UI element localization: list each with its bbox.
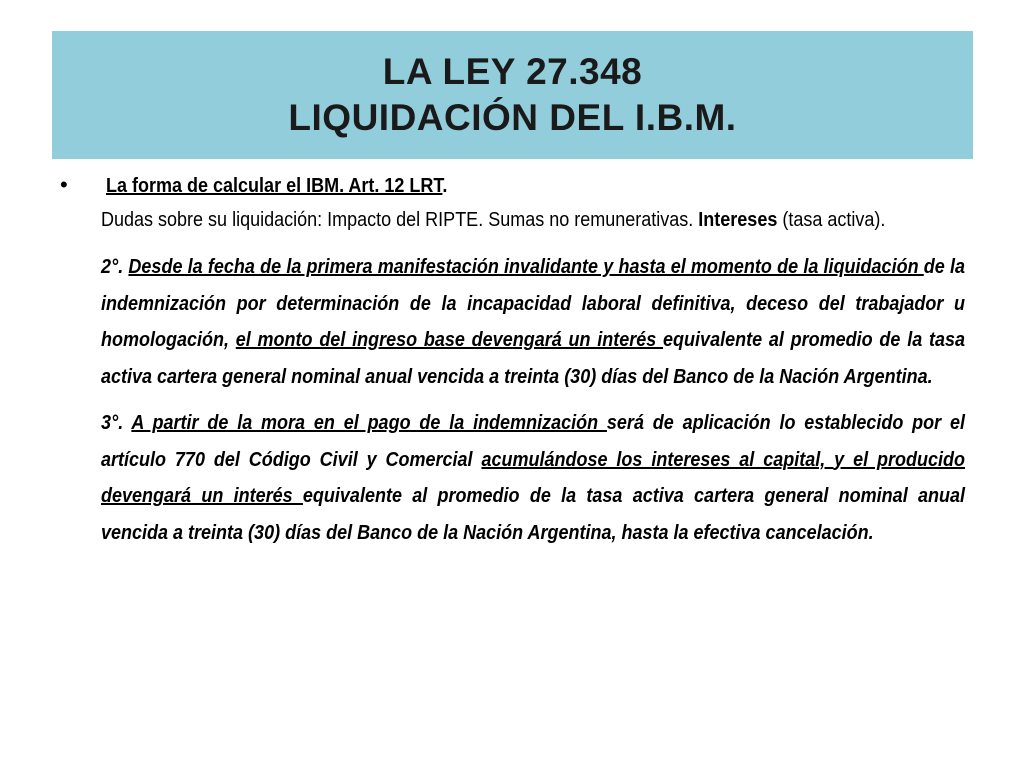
para3-underline-2: acumulándose los intereses al capital, y el producido devengará un interés: [101, 448, 965, 507]
bullet-item: [60, 172, 965, 198]
para3-prefix: 3°.: [101, 412, 132, 434]
para3-text-1: será de aplicación lo establecido por el artículo 770 del Código Civil y Comercial: [101, 412, 965, 471]
para1-text-b: (tasa activa).: [777, 209, 886, 231]
para2-text-2: equivalente al promedio de la tasa activa cartera general nominal anual vencida a treinta (30) días del Banco de la Nación Argentina.: [101, 329, 965, 388]
slide-content: [60, 172, 965, 551]
para3-underline-1: A partir de la mora en el pago de la indemnización: [131, 412, 607, 434]
para2-text-1: de la indemnización por determinación de la incapacidad laboral definitiva, deceso del trabajador u homologación,: [101, 256, 966, 351]
slide-title-line2: LIQUIDACIÓN DEL I.B.M.: [288, 97, 737, 138]
paragraph-dudas-inner: [101, 202, 965, 239]
paragraph-article-2: [101, 249, 965, 395]
para3-text-2: equivalente al promedio de la tasa activa cartera general nominal anual vencida a treinta (30) días del Banco de la Nación Argentina, hasta la efectiva cancelación.: [101, 485, 965, 544]
paragraph-article-2-inner: [101, 249, 965, 395]
bullet-text-underlined: La forma de calcular el IBM. Art. 12 LRT: [106, 175, 443, 197]
bullet-dot-icon: •: [60, 172, 68, 197]
paragraph-article-3: [101, 405, 965, 551]
para1-bold: Intereses: [698, 209, 778, 231]
paragraph-dudas: [101, 202, 965, 239]
slide-title-line1: LA LEY 27.348: [382, 51, 643, 92]
bullet-text-suffix: .: [442, 175, 448, 197]
para1-text-a: Dudas sobre su liquidación: Impacto del RIPTE. Sumas no remunerativas.: [101, 209, 699, 231]
paragraph-article-3-inner: [101, 405, 965, 551]
para2-prefix: 2°.: [101, 256, 129, 278]
bullet-text: [106, 175, 447, 198]
title-banner: [52, 31, 973, 159]
para2-underline-2: el monto del ingreso base devengará un interés: [235, 329, 664, 351]
para2-underline-1: Desde la fecha de la primera manifestación invalidante y hasta el momento de la liquidación: [128, 256, 924, 278]
